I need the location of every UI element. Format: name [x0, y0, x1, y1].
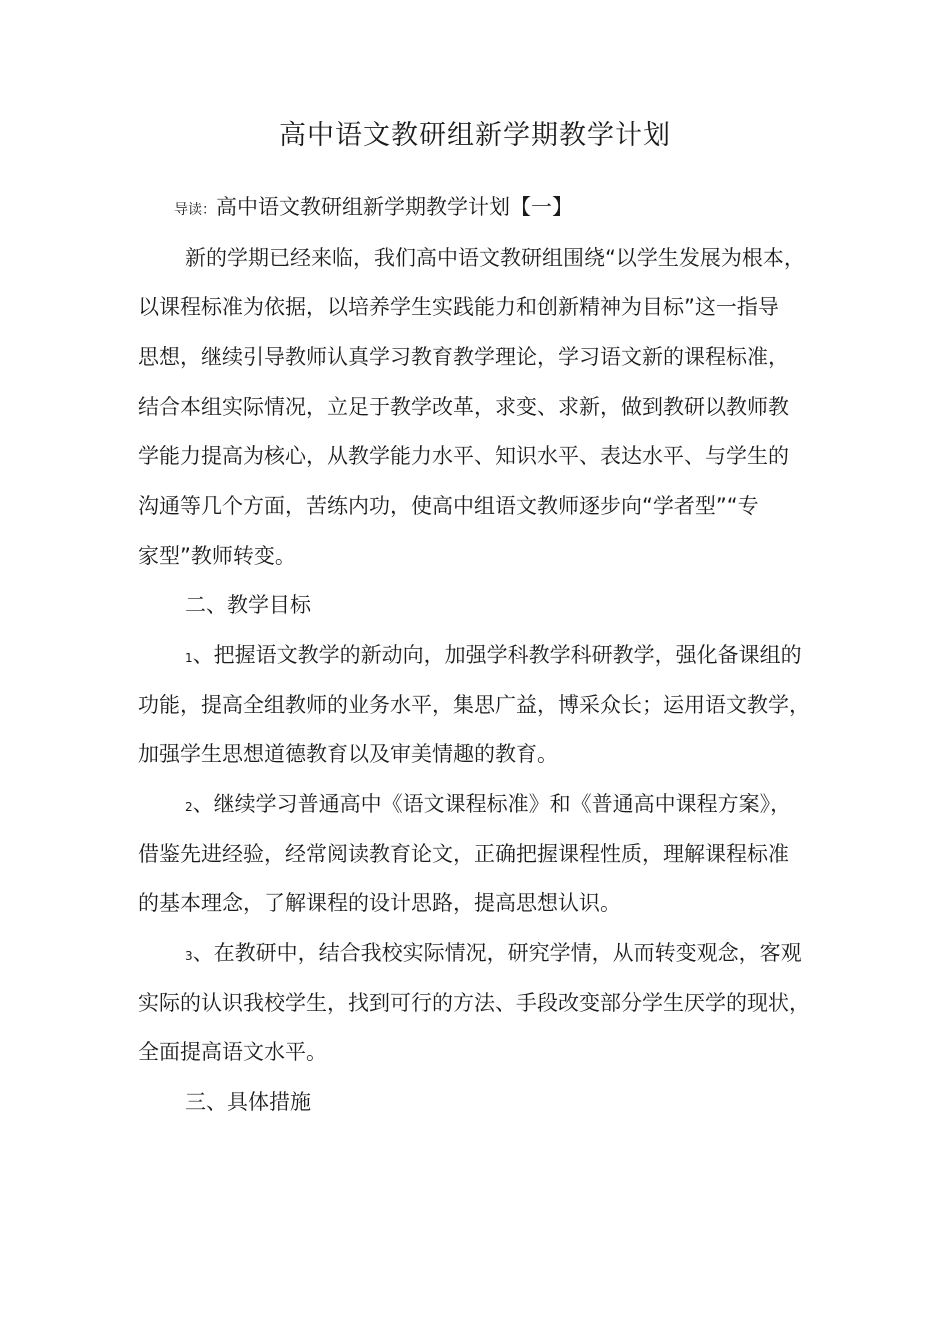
- item-2-line: 的基本理念，了解课程的设计思路，提高思想认识。: [138, 891, 621, 915]
- item-1-line: [185, 640, 802, 673]
- intro-line: 家型”教师转变。: [138, 544, 296, 568]
- intro-line: 思想，继续引导教师认真学习教育教学理论，学习语文新的课程标准，: [138, 345, 789, 369]
- item-2-line: 借鉴先进经验，经常阅读教育论文，正确把握课程性质，理解课程标准: [138, 842, 789, 866]
- item-3-line: [185, 938, 802, 971]
- item-3-number: 3: [185, 949, 193, 963]
- item-3-text: 、在教研中，结合我校实际情况，研究学情，从而转变观念，客观: [192, 941, 802, 965]
- intro-line: 以课程标准为依据，以培养学生实践能力和创新精神为目标”这一指导: [138, 295, 779, 319]
- item-1-number: 1: [185, 651, 193, 665]
- lead-line: [174, 192, 573, 225]
- item-3-line: 实际的认识我校学生，找到可行的方法、手段改变部分学生厌学的现状，: [138, 991, 810, 1015]
- item-2-text: 、继续学习普通高中《语文课程标准》和《普通高中课程方案》，: [192, 792, 792, 816]
- document-title: 高中语文教研组新学期教学计划: [279, 120, 671, 151]
- intro-line: 学能力提高为核心，从教学能力水平、知识水平、表达水平、与学生的: [138, 444, 789, 468]
- section-heading-goals: 二、教学目标: [185, 593, 311, 617]
- intro-line: 结合本组实际情况，立足于教学改革，求变、求新，做到教研以教师教: [138, 395, 789, 419]
- item-2-number: 2: [185, 800, 193, 814]
- lead-text: 高中语文教研组新学期教学计划【一】: [216, 195, 573, 219]
- item-3-line: 全面提高语文水平。: [138, 1040, 327, 1064]
- intro-line: 沟通等几个方面，苦练内功，使高中组语文教师逐步向“学者型”“专: [138, 494, 759, 518]
- item-1-line: 加强学生思想道德教育以及审美情趣的教育。: [138, 742, 558, 766]
- lead-label: 导读：: [174, 202, 216, 218]
- intro-line: 新的学期已经来临，我们高中语文教研组围绕“以学生发展为根本，: [185, 246, 805, 270]
- section-heading-measures: 三、具体措施: [185, 1090, 311, 1114]
- item-1-line: 功能，提高全组教师的业务水平，集思广益，博采众长；运用语文教学，: [138, 693, 810, 717]
- item-1-text: 、把握语文教学的新动向，加强学科教学科研教学，强化备课组的: [192, 643, 802, 667]
- item-2-line: [185, 789, 791, 822]
